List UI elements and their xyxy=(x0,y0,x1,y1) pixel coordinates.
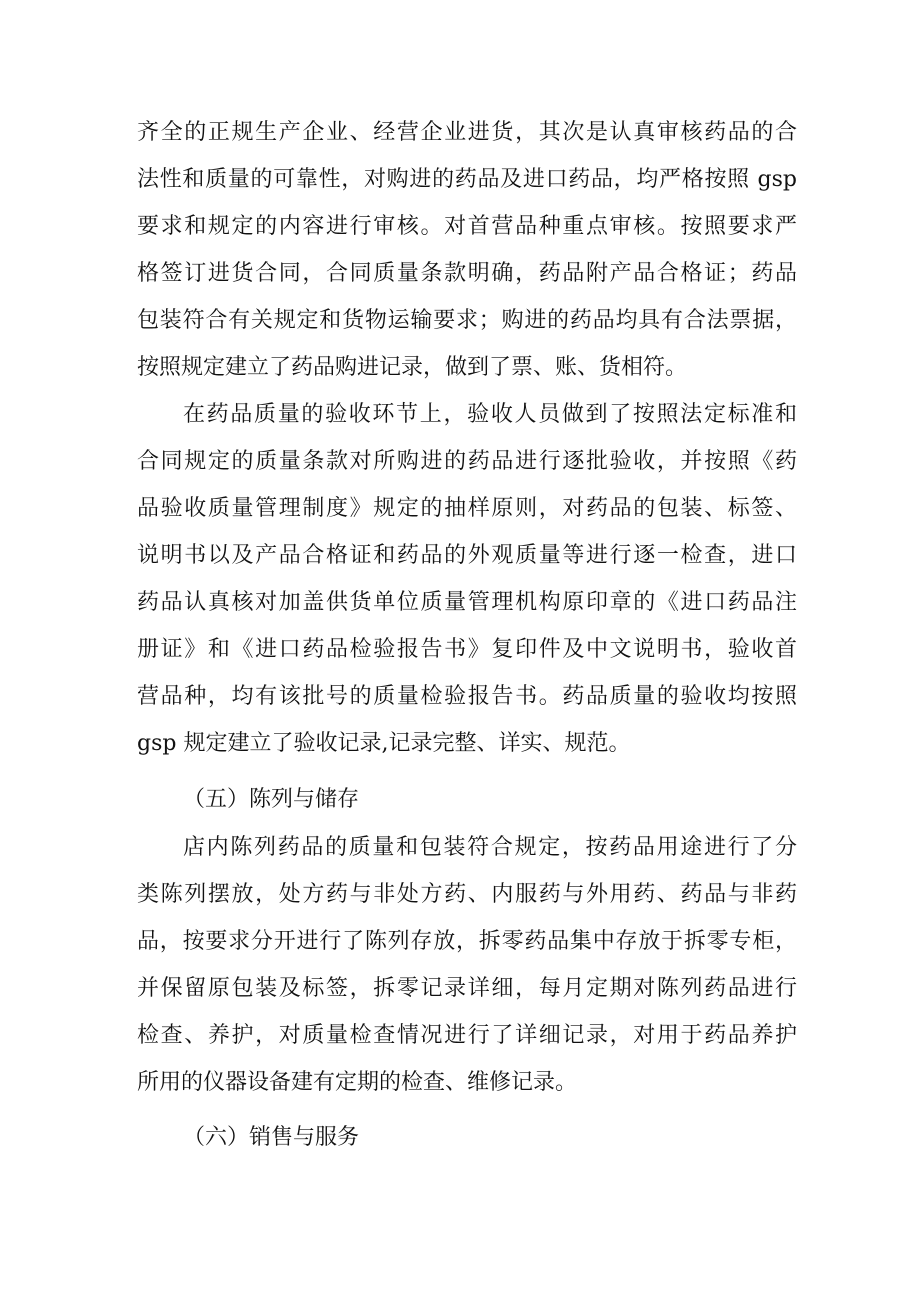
text-line: 营品种，均有该批号的质量检验报告书。药品质量的验收均按照 xyxy=(137,684,797,709)
text-line: 齐全的正规生产企业、经营企业进货，其次是认真审核药品的合 xyxy=(137,120,797,145)
text-line: gsp 规定建立了验收记录,记录完整、详实、规范。 xyxy=(137,731,631,756)
text-line: 在药品质量的验收环节上，验收人员做到了按照法定标准和 xyxy=(183,402,797,427)
text-line: 包装符合有关规定和货物运输要求；购进的药品均具有合法票据， xyxy=(137,308,797,333)
text-line: 按照规定建立了药品购进记录，做到了票、账、货相符。 xyxy=(137,355,688,380)
section-heading-sales-service: （六）销售与服务 xyxy=(183,1125,360,1150)
text-line: 品验收质量管理制度》规定的抽样原则，对药品的包装、标签、 xyxy=(137,496,797,521)
text-line: 格签订进货合同，合同质量条款明确，药品附产品合格证；药品 xyxy=(137,261,797,286)
text-line: 合同规定的质量条款对所购进的药品进行逐批验收，并按照《药 xyxy=(137,449,797,474)
text-line: 法性和质量的可靠性，对购进的药品及进口药品，均严格按照 gsp xyxy=(137,167,797,192)
text-line: 并保留原包装及标签，拆零记录详细，每月定期对陈列药品进行 xyxy=(137,976,797,1001)
text-line: 店内陈列药品的质量和包装符合规定，按药品用途进行了分 xyxy=(183,835,797,860)
text-line: 要求和规定的内容进行审核。对首营品种重点审核。按照要求严 xyxy=(137,214,797,239)
text-line: 类陈列摆放，处方药与非处方药、内服药与外用药、药品与非药 xyxy=(137,882,797,907)
text-line: 检查、养护，对质量检查情况进行了详细记录，对用于药品养护 xyxy=(137,1023,797,1048)
text-line: 品，按要求分开进行了陈列存放，拆零药品集中存放于拆零专柜， xyxy=(137,929,797,954)
text-line: 册证》和《进口药品检验报告书》复印件及中文说明书，验收首 xyxy=(137,637,797,662)
text-line: 所用的仪器设备建有定期的检查、维修记录。 xyxy=(137,1070,578,1095)
text-line: 药品认真核对加盖供货单位质量管理机构原印章的《进口药品注 xyxy=(137,590,797,615)
text-line: 说明书以及产品合格证和药品的外观质量等进行逐一检查，进口 xyxy=(137,543,797,568)
section-heading-display-storage: （五）陈列与储存 xyxy=(183,787,360,812)
